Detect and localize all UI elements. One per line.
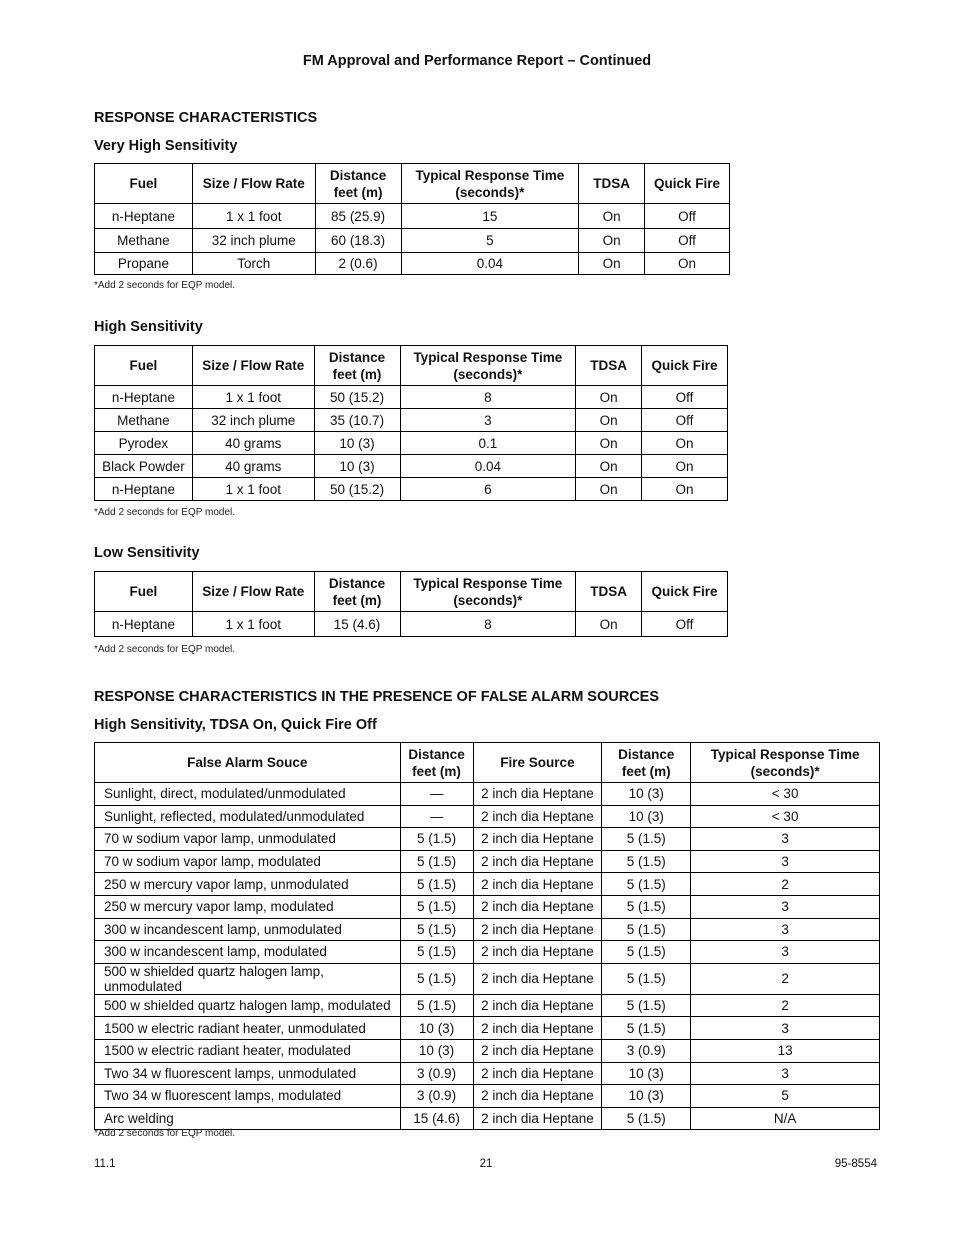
cell-fire_distance: 5 (1.5) — [602, 994, 691, 1017]
cell-tdsa: On — [576, 455, 642, 478]
cell-distance: 5 (1.5) — [400, 850, 473, 873]
cell-tdsa: On — [576, 478, 642, 501]
table-header-row — [95, 164, 730, 204]
col-distance-line1: Distance — [328, 575, 386, 591]
cell-fire_distance: 5 (1.5) — [602, 1017, 691, 1040]
page-header-title: FM Approval and Performance Report – Continued — [302, 53, 652, 69]
cell-response: N/A — [691, 1107, 880, 1130]
cell-size: 40 grams — [192, 432, 314, 455]
col-response-line2: (seconds)* — [453, 592, 523, 608]
cell-response: 8 — [400, 386, 576, 409]
cell-distance: 50 (15.2) — [314, 478, 400, 501]
cell-distance: 5 (1.5) — [400, 873, 473, 896]
cell-source: 250 w mercury vapor lamp, unmodulated — [95, 873, 401, 896]
cell-fire_distance: 5 (1.5) — [602, 918, 691, 941]
cell-quick: On — [642, 455, 728, 478]
col-distance — [315, 164, 401, 204]
cell-fire: 2 inch dia Heptane — [473, 805, 602, 828]
col-response-line1: Typical Response Time — [415, 167, 565, 183]
cell-fire: 2 inch dia Heptane — [473, 828, 602, 851]
cell-quick: Off — [642, 386, 728, 409]
cell-fire_distance: 5 (1.5) — [602, 1107, 691, 1130]
footer-revision: 11.1 — [94, 1158, 116, 1170]
col-fuel: Fuel — [95, 346, 193, 386]
cell-distance: 5 (1.5) — [400, 941, 473, 964]
table-row — [95, 432, 728, 455]
cell-source: Two 34 w fluorescent lamps, modulated — [95, 1085, 401, 1108]
very-high-footnote: *Add 2 seconds for EQP model. — [94, 280, 236, 291]
cell-quick: On — [642, 478, 728, 501]
cell-quick: On — [642, 432, 728, 455]
table-row — [95, 805, 880, 828]
table-row — [95, 918, 880, 941]
table-row — [95, 253, 730, 275]
cell-fire_distance: 3 (0.9) — [602, 1039, 691, 1062]
col-distance — [314, 346, 400, 386]
false-alarm-footnote: *Add 2 seconds for EQP model. — [94, 1128, 236, 1139]
cell-distance: 60 (18.3) — [315, 229, 401, 253]
table-header-row — [95, 743, 880, 783]
cell-source: 70 w sodium vapor lamp, unmodulated — [95, 828, 401, 851]
cell-source: 300 w incandescent lamp, modulated — [95, 941, 401, 964]
cell-fire_distance: 5 (1.5) — [602, 850, 691, 873]
cell-response: < 30 — [691, 783, 880, 806]
col-tdsa: TDSA — [579, 164, 645, 204]
cell-source: 70 w sodium vapor lamp, modulated — [95, 850, 401, 873]
cell-fire: 2 inch dia Heptane — [473, 895, 602, 918]
cell-fire: 2 inch dia Heptane — [473, 873, 602, 896]
cell-fire: 2 inch dia Heptane — [473, 1062, 602, 1085]
cell-source: Two 34 w fluorescent lamps, unmodulated — [95, 1062, 401, 1085]
cell-tdsa: On — [579, 229, 645, 253]
cell-quick: Off — [645, 204, 730, 229]
cell-source: 500 w shielded quartz halogen lamp, modulated — [95, 994, 401, 1017]
col-source-distance-line2: feet (m) — [412, 763, 461, 779]
cell-response: 3 — [400, 409, 576, 432]
col-size-flow-rate: Size / Flow Rate — [192, 346, 314, 386]
col-size-flow-rate: Size / Flow Rate — [192, 572, 314, 612]
cell-fire_distance: 5 (1.5) — [602, 828, 691, 851]
table-row — [95, 229, 730, 253]
col-fire-source: Fire Source — [473, 743, 602, 783]
table-row — [95, 409, 728, 432]
col-fire-distance — [602, 743, 691, 783]
footer-page-number: 21 — [479, 1158, 493, 1170]
table-row — [95, 828, 880, 851]
cell-response: 0.04 — [401, 253, 579, 275]
table-row — [95, 895, 880, 918]
cell-response: 3 — [691, 895, 880, 918]
cell-fire: 2 inch dia Heptane — [473, 994, 602, 1017]
cell-distance: 5 (1.5) — [400, 994, 473, 1017]
col-distance-line2: feet (m) — [333, 184, 383, 200]
cell-fire: 2 inch dia Heptane — [473, 963, 602, 994]
cell-size: Torch — [192, 253, 315, 275]
cell-distance: 3 (0.9) — [400, 1062, 473, 1085]
cell-fire_distance: 5 (1.5) — [602, 895, 691, 918]
cell-fuel: n-Heptane — [95, 386, 193, 409]
cell-size: 32 inch plume — [192, 409, 314, 432]
cell-source: 300 w incandescent lamp, unmodulated — [95, 918, 401, 941]
cell-source: Arc welding — [95, 1107, 401, 1130]
cell-distance: — — [400, 783, 473, 806]
cell-quick: Off — [645, 229, 730, 253]
cell-fire: 2 inch dia Heptane — [473, 918, 602, 941]
col-distance-line1: Distance — [328, 349, 386, 365]
cell-fire_distance: 5 (1.5) — [602, 873, 691, 896]
col-response-line1: Typical Response Time — [413, 575, 563, 591]
false-alarm-table — [94, 742, 880, 1130]
table-row — [95, 1085, 880, 1108]
table-row — [95, 1107, 880, 1130]
cell-fire: 2 inch dia Heptane — [473, 941, 602, 964]
col-fire-distance-line1: Distance — [618, 746, 675, 762]
cell-response: 3 — [691, 1017, 880, 1040]
cell-size: 1 x 1 foot — [192, 204, 315, 229]
cell-distance: 15 (4.6) — [314, 612, 400, 637]
cell-distance: 10 (3) — [314, 455, 400, 478]
cell-response: 2 — [691, 873, 880, 896]
col-response-line1: Typical Response Time — [710, 746, 860, 762]
table-row — [95, 612, 728, 637]
cell-fuel: n-Heptane — [95, 612, 193, 637]
col-fuel: Fuel — [95, 164, 193, 204]
cell-size: 1 x 1 foot — [192, 386, 314, 409]
cell-response: 6 — [400, 478, 576, 501]
table-row — [95, 994, 880, 1017]
cell-response: 15 — [401, 204, 579, 229]
high-footnote: *Add 2 seconds for EQP model. — [94, 507, 236, 518]
cell-source: 250 w mercury vapor lamp, modulated — [95, 895, 401, 918]
cell-source: 1500 w electric radiant heater, modulated — [95, 1039, 401, 1062]
section-title-response-characteristics: RESPONSE CHARACTERISTICS — [94, 110, 318, 126]
cell-distance: 3 (0.9) — [400, 1085, 473, 1108]
low-footnote: *Add 2 seconds for EQP model. — [94, 644, 236, 655]
cell-response: 2 — [691, 994, 880, 1017]
col-fuel: Fuel — [95, 572, 193, 612]
cell-fuel: Methane — [95, 409, 193, 432]
cell-size: 40 grams — [192, 455, 314, 478]
cell-size: 32 inch plume — [192, 229, 315, 253]
cell-response: 3 — [691, 1062, 880, 1085]
cell-response: 2 — [691, 963, 880, 994]
table-row — [95, 455, 728, 478]
col-response-time — [400, 572, 576, 612]
col-quick-fire: Quick Fire — [645, 164, 730, 204]
cell-response: 5 — [401, 229, 579, 253]
cell-distance: 35 (10.7) — [314, 409, 400, 432]
table-row — [95, 963, 880, 994]
col-size-flow-rate: Size / Flow Rate — [192, 164, 315, 204]
table-row — [95, 850, 880, 873]
table-row — [95, 873, 880, 896]
col-distance-line1: Distance — [329, 167, 387, 183]
cell-response: 3 — [691, 918, 880, 941]
false-alarm-subtitle: High Sensitivity, TDSA On, Quick Fire Off — [94, 717, 377, 733]
cell-fire_distance: 10 (3) — [602, 1085, 691, 1108]
cell-tdsa: On — [576, 432, 642, 455]
col-response-time — [400, 346, 576, 386]
cell-fuel: Pyrodex — [95, 432, 193, 455]
cell-fire_distance: 10 (3) — [602, 805, 691, 828]
cell-response: 3 — [691, 828, 880, 851]
cell-tdsa: On — [579, 253, 645, 275]
cell-quick: On — [645, 253, 730, 275]
col-false-alarm-source: False Alarm Souce — [95, 743, 401, 783]
cell-distance: 15 (4.6) — [400, 1107, 473, 1130]
table-row — [95, 204, 730, 229]
cell-fire: 2 inch dia Heptane — [473, 1085, 602, 1108]
cell-fuel: n-Heptane — [95, 478, 193, 501]
table-row — [95, 1062, 880, 1085]
cell-fire: 2 inch dia Heptane — [473, 1017, 602, 1040]
cell-fire: 2 inch dia Heptane — [473, 783, 602, 806]
col-distance — [314, 572, 400, 612]
cell-response: 3 — [691, 850, 880, 873]
cell-response: 0.1 — [400, 432, 576, 455]
cell-fuel: Propane — [95, 253, 193, 275]
cell-distance: 5 (1.5) — [400, 963, 473, 994]
cell-response: < 30 — [691, 805, 880, 828]
table-row — [95, 783, 880, 806]
table-row — [95, 1039, 880, 1062]
cell-fire: 2 inch dia Heptane — [473, 1039, 602, 1062]
cell-distance: 85 (25.9) — [315, 204, 401, 229]
very-high-sensitivity-title: Very High Sensitivity — [94, 138, 238, 154]
table-row — [95, 386, 728, 409]
cell-distance: 5 (1.5) — [400, 918, 473, 941]
cell-distance: 10 (3) — [314, 432, 400, 455]
cell-fuel: Black Powder — [95, 455, 193, 478]
table-row — [95, 478, 728, 501]
cell-distance: 5 (1.5) — [400, 828, 473, 851]
col-source-distance — [400, 743, 473, 783]
low-sensitivity-title: Low Sensitivity — [94, 545, 200, 561]
cell-fire: 2 inch dia Heptane — [473, 850, 602, 873]
col-distance-line2: feet (m) — [332, 592, 382, 608]
cell-source: Sunlight, reflected, modulated/unmodulated — [95, 805, 401, 828]
cell-response: 8 — [400, 612, 576, 637]
cell-response: 5 — [691, 1085, 880, 1108]
col-response-line1: Typical Response Time — [413, 349, 563, 365]
col-fire-distance-line2: feet (m) — [621, 763, 671, 779]
col-tdsa: TDSA — [576, 346, 642, 386]
cell-distance: 10 (3) — [400, 1039, 473, 1062]
cell-source: 500 w shielded quartz halogen lamp, unmodulated — [95, 963, 401, 994]
table-header-row — [95, 346, 728, 386]
cell-tdsa: On — [579, 204, 645, 229]
cell-tdsa: On — [576, 409, 642, 432]
cell-fire_distance: 10 (3) — [602, 1062, 691, 1085]
col-quick-fire: Quick Fire — [642, 572, 728, 612]
cell-fire_distance: 5 (1.5) — [602, 963, 691, 994]
cell-source: Sunlight, direct, modulated/unmodulated — [95, 783, 401, 806]
cell-response: 13 — [691, 1039, 880, 1062]
cell-fuel: n-Heptane — [95, 204, 193, 229]
table-header-row — [95, 572, 728, 612]
col-response-line2: (seconds)* — [453, 366, 523, 382]
cell-tdsa: On — [576, 612, 642, 637]
cell-fuel: Methane — [95, 229, 193, 253]
col-tdsa: TDSA — [576, 572, 642, 612]
section-title-false-alarm: RESPONSE CHARACTERISTICS IN THE PRESENCE OF FALSE ALARM SOURCES — [94, 689, 660, 705]
low-sensitivity-table — [94, 571, 728, 637]
col-quick-fire: Quick Fire — [642, 346, 728, 386]
cell-distance: 50 (15.2) — [314, 386, 400, 409]
cell-response: 3 — [691, 941, 880, 964]
cell-fire_distance: 10 (3) — [602, 783, 691, 806]
table-row — [95, 1017, 880, 1040]
cell-response: 0.04 — [400, 455, 576, 478]
cell-quick: Off — [642, 612, 728, 637]
footer-document-number: 95-8554 — [834, 1158, 877, 1170]
col-distance-line2: feet (m) — [332, 366, 382, 382]
col-source-distance-line1: Distance — [408, 746, 465, 762]
col-response-line2: (seconds)* — [750, 763, 820, 779]
cell-source: 1500 w electric radiant heater, unmodulated — [95, 1017, 401, 1040]
cell-distance: 2 (0.6) — [315, 253, 401, 275]
high-sensitivity-table — [94, 345, 728, 501]
cell-tdsa: On — [576, 386, 642, 409]
col-response-time — [691, 743, 880, 783]
cell-fire_distance: 5 (1.5) — [602, 941, 691, 964]
col-response-line2: (seconds)* — [455, 184, 525, 200]
cell-distance: — — [400, 805, 473, 828]
very-high-sensitivity-table — [94, 163, 730, 275]
cell-fire: 2 inch dia Heptane — [473, 1107, 602, 1130]
cell-distance: 5 (1.5) — [400, 895, 473, 918]
cell-size: 1 x 1 foot — [192, 478, 314, 501]
col-response-time — [401, 164, 579, 204]
cell-distance: 10 (3) — [400, 1017, 473, 1040]
high-sensitivity-title: High Sensitivity — [94, 319, 203, 335]
table-row — [95, 941, 880, 964]
cell-quick: Off — [642, 409, 728, 432]
cell-size: 1 x 1 foot — [192, 612, 314, 637]
